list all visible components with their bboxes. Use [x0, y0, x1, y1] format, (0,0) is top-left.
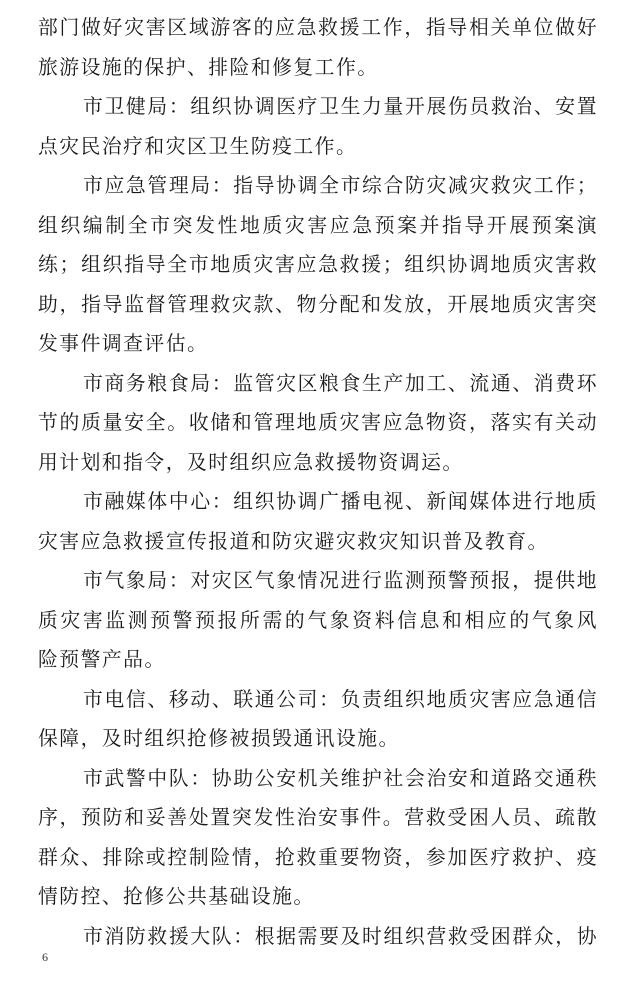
text-line: 市融媒体中心：组织协调广播电视、新闻媒体进行地质	[83, 490, 598, 513]
text-line: 组织编制全市突发性地质灾害应急预案并指导开展预案演	[38, 213, 598, 237]
text-line: 保障，及时组织抢修被损毁通讯设施。	[38, 727, 400, 750]
text-line: 节的质量安全。收储和管理地质灾害应急物资，落实有关动	[38, 411, 598, 434]
text-line: 助，指导监督管理救灾款、物分配和发放，开展地质灾害突	[38, 292, 598, 316]
text-line: 市应急管理局：指导协调全市综合防灾减灾救灾工作；	[83, 174, 598, 197]
text-line: 情防控、抢修公共基础设施。	[38, 885, 315, 908]
text-line: 用计划和指令，及时组织应急救援物资调运。	[38, 450, 464, 474]
text-line: 发事件调查评估。	[38, 332, 209, 355]
text-line: 市气象局：对灾区气象情况进行监测预警预报，提供地	[83, 569, 598, 592]
page-number: 6	[42, 950, 48, 964]
text-line: 市消防救援大队：根据需要及时组织营救受困群众，协	[83, 924, 598, 948]
text-line: 灾害应急救援宣传报道和防灾避灾救灾知识普及教育。	[38, 529, 549, 553]
text-line: 质灾害监测预警预报所需的气象资料信息和相应的气象风	[38, 608, 598, 632]
text-line: 点灾民治疗和灾区卫生防疫工作。	[38, 134, 358, 158]
text-line: 练；组织指导全市地质灾害应急救援；组织协调地质灾害救	[38, 253, 598, 276]
text-line: 群众、排除或控制险情，抢救重要物资，参加医疗救护、疫	[38, 845, 598, 869]
text-line: 市商务粮食局：监管灾区粮食生产加工、流通、消费环	[83, 371, 598, 395]
text-line: 市卫健局：组织协调医疗卫生力量开展伤员救治、安置	[83, 95, 598, 118]
body-text	[38, 8, 598, 956]
text-line: 险预警产品。	[38, 648, 166, 671]
text-line: 市电信、移动、联通公司：负责组织地质灾害应急通信	[83, 687, 598, 711]
text-line: 序，预防和妥善处置突发性治安事件。营救受困人员、疏散	[38, 806, 598, 829]
text-line: 市武警中队：协助公安机关维护社会治安和道路交通秩	[83, 766, 598, 790]
text-line: 旅游设施的保护、排险和修复工作。	[38, 55, 379, 79]
text-line: 部门做好灾害区域游客的应急救援工作，指导相关单位做好	[38, 16, 598, 39]
